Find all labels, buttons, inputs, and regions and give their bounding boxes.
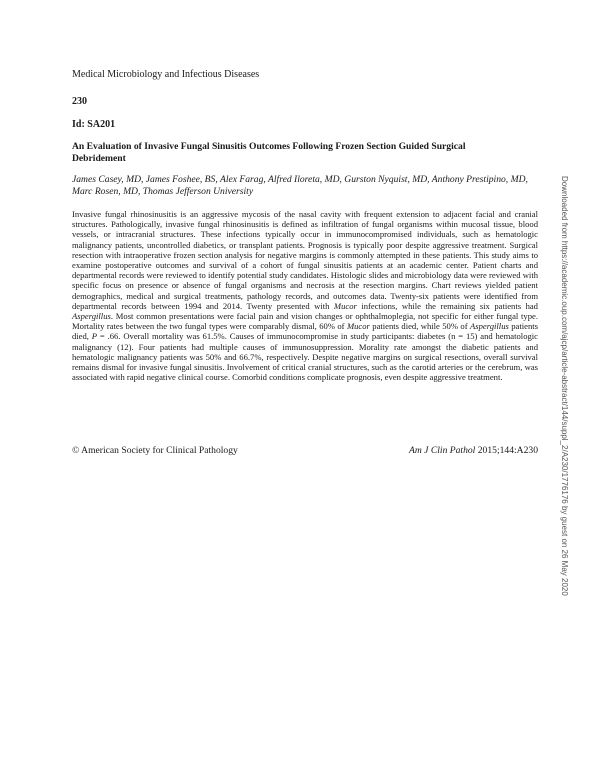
- organism-name: Mucor: [346, 321, 370, 332]
- organism-name: Aspergillus: [470, 321, 509, 332]
- copyright-notice: © American Society for Clinical Pathology: [72, 445, 238, 456]
- section-heading: Medical Microbiology and Infectious Diseases: [72, 69, 260, 80]
- citation-volume: 2015;144:A230: [475, 445, 538, 456]
- citation: [409, 445, 538, 456]
- body-text: . Most common presentations were facial pain and vision changes or ophthalmoplegia, not specific for either fungal type. Mortality rates between the two fungal types were comparably dismal, 60% of: [72, 311, 538, 332]
- organism-name: Aspergillus: [72, 311, 111, 322]
- body-text: patients died,: [72, 321, 538, 342]
- body-text: = .66. Overall mortality was 61.5%. Causes of immunocompromise in study participants: diabetes (n = 15) and hematologic malignancy (12). Four patients had multiple causes of immunosuppression. Morality rate amongst the diabetic patients and hematologic malignancy patients was 50% and 66.7%, respectively. Despite negative margins on surgical resections, overall survival remains dismal for invasive fungal sinusitis. Involvement of critical cranial structures, such as the carotid arteries or the cerebrum, was associated with rapid negative clinical course. Comorbid conditions complicate prognosis, even despite aggressive treatment.: [72, 331, 538, 383]
- author-list: James Casey, MD, James Foshee, BS, Alex Farag, Alfred Iloreta, MD, Gurston Nyquist, MD, Anthony Prestipino, MD, Marc Rosen, MD, Thomas Jefferson University: [72, 174, 528, 197]
- page-number: 230: [72, 96, 87, 107]
- abstract-body: [72, 209, 538, 382]
- journal-name: Am J Clin Pathol: [409, 445, 476, 456]
- body-text: patients died, while 50% of: [369, 321, 470, 332]
- p-value-symbol: P: [91, 331, 98, 342]
- article-title: An Evaluation of Invasive Fungal Sinusitis Outcomes Following Frozen Section Guided Surgical Debridement: [72, 141, 466, 164]
- body-text: infections, while the remaining six patients had: [356, 300, 538, 311]
- body-text: Invasive fungal rhinosinusitis is an aggressive mycosis of the nasal cavity with frequent extension to adjacent facial and cranial structures. Pathologically, invasive fungal rhinosinusitis is defined as infiltration of fungal organisms within mucosal tissue, blood vessels, or intracranial structures. These infections typically occur in immunocompromised individuals, such as hematologic malignancy patients, uncontrolled diabetics, or transplant patients. Prognosis is typically poor despite aggressive treatment. Surgical resection with intraoperative frozen section analysis for negative margins is commonly attempted in these patients. This study aims to examine postoperative outcomes and survival of a cohort of fungal sinusitis patients at an academic center. Patient charts and departmental records were reviewed to identify potential study candidates. Histologic slides and microbiology data were reviewed with specific focus on presence or absence of fungal organisms and necrosis at the resection margins. Chart reviews yielded patient demographics, medical and surgical treatments, pathology records, and outcomes data. Twenty-six patients were identified from departmental records between 1994 and 2014. Twenty presented with: [72, 209, 538, 311]
- organism-name: Mucor: [333, 300, 357, 311]
- abstract-id: Id: SA201: [72, 119, 116, 130]
- download-watermark: Downloaded from https://academic.oup.com/ajcp/article-abstract/144/suppl_2/A230/1776176 by guest on 26 May 2020: [560, 176, 569, 596]
